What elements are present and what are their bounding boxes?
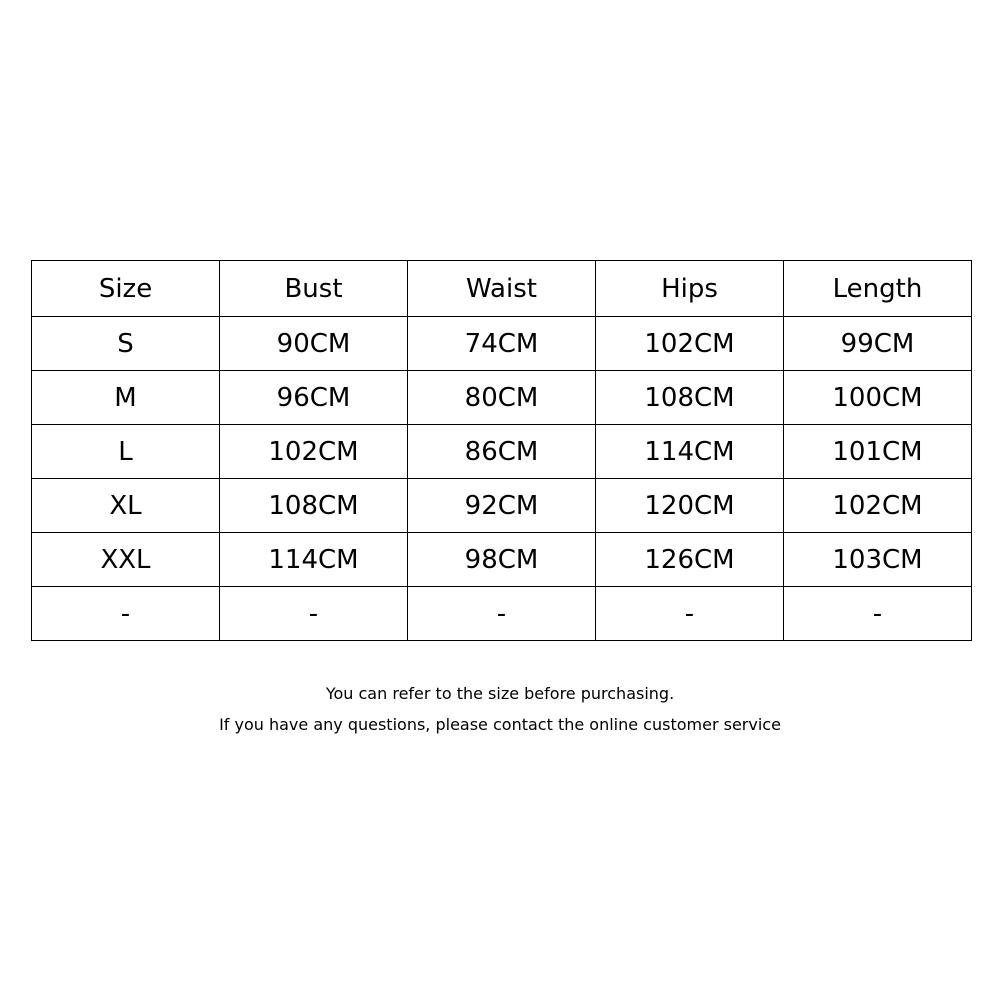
table-row	[32, 317, 972, 371]
cell-waist: 80CM	[408, 371, 596, 425]
cell-bust: 108CM	[220, 479, 408, 533]
cell-size: L	[32, 425, 220, 479]
cell-hips: 120CM	[596, 479, 784, 533]
cell-bust: -	[220, 587, 408, 641]
cell-size: XL	[32, 479, 220, 533]
table-row	[32, 425, 972, 479]
cell-length: 100CM	[784, 371, 972, 425]
cell-hips: 114CM	[596, 425, 784, 479]
table-header	[32, 261, 972, 317]
cell-length: 102CM	[784, 479, 972, 533]
cell-length: -	[784, 587, 972, 641]
header-length: Length	[784, 261, 972, 317]
cell-waist: 74CM	[408, 317, 596, 371]
header-size: Size	[32, 261, 220, 317]
cell-hips: 126CM	[596, 533, 784, 587]
table-row	[32, 587, 972, 641]
cell-waist: 86CM	[408, 425, 596, 479]
cell-size: -	[32, 587, 220, 641]
cell-waist: 92CM	[408, 479, 596, 533]
header-waist: Waist	[408, 261, 596, 317]
table-row	[32, 533, 972, 587]
cell-hips: 108CM	[596, 371, 784, 425]
cell-size: XXL	[32, 533, 220, 587]
cell-size: M	[32, 371, 220, 425]
table-body	[32, 317, 972, 641]
header-hips: Hips	[596, 261, 784, 317]
table-row	[32, 371, 972, 425]
size-notes	[0, 678, 1000, 740]
header-bust: Bust	[220, 261, 408, 317]
size-chart-table	[31, 260, 972, 641]
header-row	[32, 261, 972, 317]
cell-waist: -	[408, 587, 596, 641]
table-row	[32, 479, 972, 533]
cell-bust: 114CM	[220, 533, 408, 587]
note-line-refer: You can refer to the size before purchasing.	[325, 684, 675, 703]
cell-hips: 102CM	[596, 317, 784, 371]
cell-hips: -	[596, 587, 784, 641]
note-line-contact: If you have any questions, please contact the online customer service	[219, 715, 781, 734]
cell-length: 103CM	[784, 533, 972, 587]
cell-size: S	[32, 317, 220, 371]
cell-bust: 90CM	[220, 317, 408, 371]
cell-length: 101CM	[784, 425, 972, 479]
cell-waist: 98CM	[408, 533, 596, 587]
cell-bust: 96CM	[220, 371, 408, 425]
cell-bust: 102CM	[220, 425, 408, 479]
cell-length: 99CM	[784, 317, 972, 371]
